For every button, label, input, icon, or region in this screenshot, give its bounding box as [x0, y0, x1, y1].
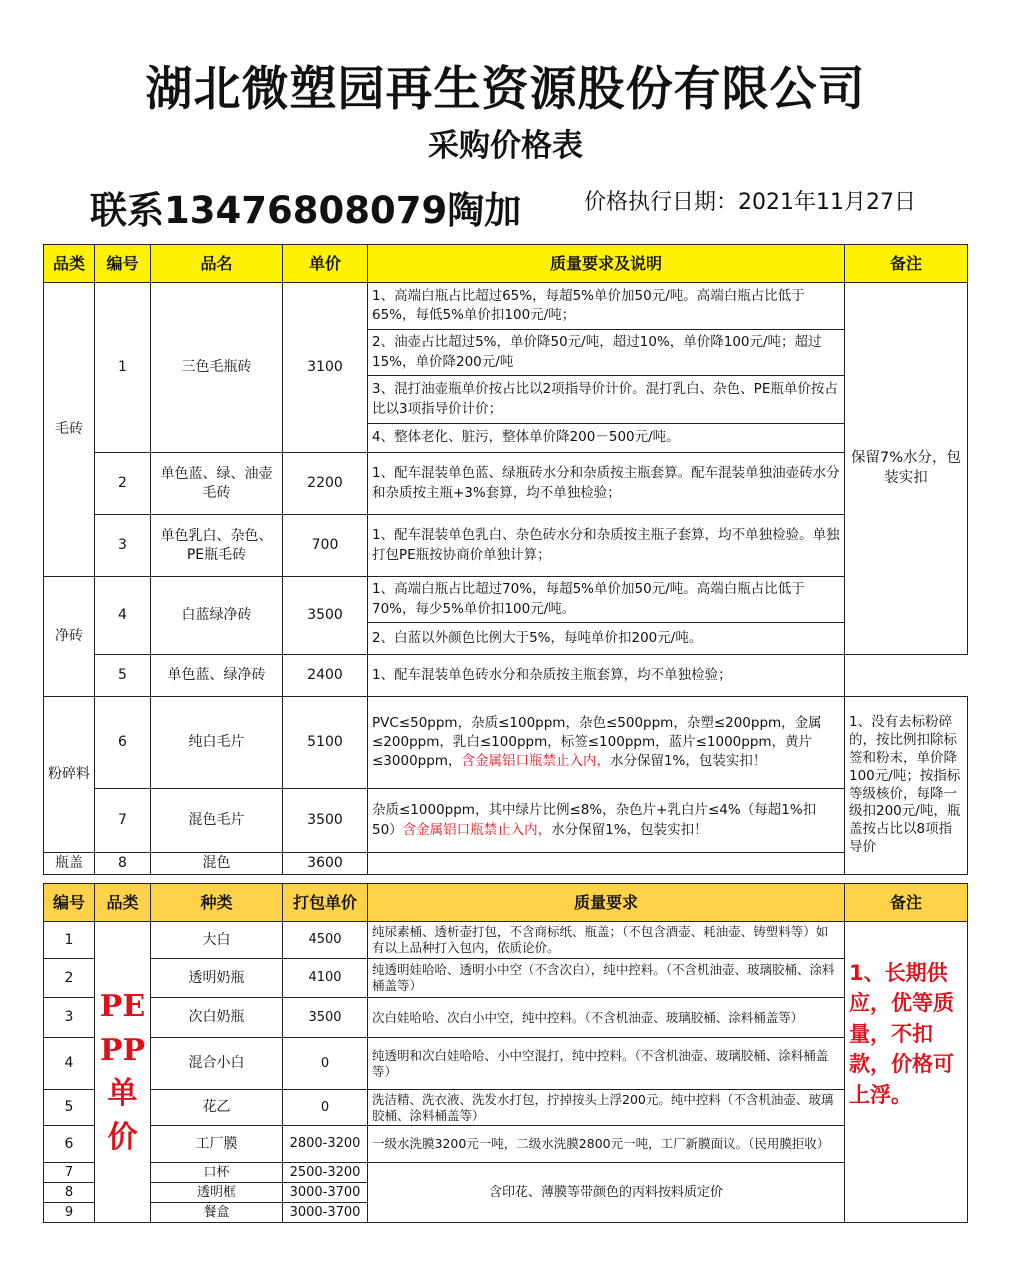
header-number: 编号	[95, 245, 151, 283]
table-row	[44, 998, 968, 1038]
table-row	[44, 1163, 968, 1183]
item-number: 3	[44, 998, 95, 1038]
quality-description: 2、白蓝以外颜色比例大于5%，每吨单价扣200元/吨。	[368, 623, 845, 655]
item-kind: 次白奶瓶	[151, 998, 283, 1038]
item-price: 2400	[283, 655, 368, 697]
table-row	[44, 577, 968, 623]
header-category: 品类	[95, 884, 151, 922]
category-cell: PE PP 单价	[95, 922, 151, 1223]
remark-cell: 保留7%水分，包装实扣	[845, 283, 968, 655]
table-row	[44, 1090, 968, 1126]
item-price: 5100	[283, 697, 368, 789]
price-table-bricks	[43, 244, 968, 875]
item-price: 3500	[283, 577, 368, 655]
effective-date: 价格执行日期：2021年11月27日	[584, 190, 916, 215]
item-price: 4100	[283, 959, 368, 998]
item-number: 3	[95, 515, 151, 577]
header-remark: 备注	[845, 245, 968, 283]
quality-description: 含印花、薄膜等带颜色的丙料按料质定价	[368, 1163, 845, 1223]
item-kind: 花乙	[151, 1090, 283, 1126]
header-remark: 备注	[845, 884, 968, 922]
item-number: 8	[44, 1183, 95, 1203]
item-price: 3100	[283, 283, 368, 453]
quality-description: 纯尿素桶、透析壶打包，不含商标纸、瓶盖；（不包含酒壶、耗油壶、铸塑料等）如有以上品种打入包内，依质论价。	[368, 922, 845, 959]
quality-description: 4、整体老化、脏污，整体单价降200－500元/吨。	[368, 424, 845, 453]
header-number: 编号	[44, 884, 95, 922]
item-number: 4	[44, 1038, 95, 1090]
item-number: 9	[44, 1203, 95, 1223]
table-row	[44, 853, 968, 875]
remark-cell: 1、没有去标粉碎的，按比例扣除标签和粉末，单价降100元/吨；按指标等级核价，每降一级扣200元/吨，瓶盖按占比以8项指导价	[845, 697, 968, 875]
quality-description	[368, 697, 845, 789]
item-name: 白蓝绿净砖	[151, 577, 283, 655]
item-number: 1	[95, 283, 151, 453]
item-kind: 口杯	[151, 1163, 283, 1183]
item-kind: 工厂膜	[151, 1126, 283, 1163]
table-row	[44, 922, 968, 959]
item-name: 三色毛瓶砖	[151, 283, 283, 453]
category-cell: 瓶盖	[44, 853, 95, 875]
table-row	[44, 453, 968, 515]
document-subtitle: 采购价格表	[428, 128, 583, 164]
quality-description	[368, 789, 845, 853]
header-kind: 种类	[151, 884, 283, 922]
category-cell: 净砖	[44, 577, 95, 697]
item-number: 2	[44, 959, 95, 998]
quality-description	[368, 853, 845, 875]
item-number: 5	[95, 655, 151, 697]
item-number: 2	[95, 453, 151, 515]
table-row	[44, 789, 968, 853]
table-header-row	[44, 245, 968, 283]
quality-description: 1、配车混装单色乳白、杂色砖水分和杂质按主瓶子套算，均不单独检验。单独打包PE瓶按协商价单独计算；	[368, 515, 845, 577]
item-number: 8	[95, 853, 151, 875]
category-cell: 粉碎料	[44, 697, 95, 853]
quality-description: 3、混打油壶瓶单价按占比以2项指导价计价。混打乳白、杂色、PE瓶单价按占比以3项指导价计价；	[368, 376, 845, 424]
header-quality: 质量要求	[368, 884, 845, 922]
item-price: 4500	[283, 922, 368, 959]
table-row	[44, 283, 968, 330]
category-cell: 毛砖	[44, 283, 95, 577]
table-row	[44, 1038, 968, 1090]
item-price: 2800-3200	[283, 1126, 368, 1163]
item-price: 700	[283, 515, 368, 577]
quality-description: 纯透明和次白娃哈哈、小中空混打，纯中控料。（不含机油壶、玻璃胶桶、涂料桶盖等）	[368, 1038, 845, 1090]
header-name: 品名	[151, 245, 283, 283]
quality-text: PVC≤50ppm，杂质≤100ppm，杂色≤500ppm，杂塑≤200ppm，金属≤200ppm，乳白≤100ppm，标签≤100ppm，蓝片≤1000ppm，黄片≤3000ppm，	[372, 714, 822, 770]
item-number: 7	[95, 789, 151, 853]
item-price: 3000-3700	[283, 1183, 368, 1203]
item-price: 3500	[283, 789, 368, 853]
quality-text: 水分保留1%，包装实扣！	[551, 821, 708, 838]
table-row	[44, 515, 968, 577]
item-name: 纯白毛片	[151, 697, 283, 789]
table-row	[44, 697, 968, 789]
item-price: 0	[283, 1090, 368, 1126]
item-number: 4	[95, 577, 151, 655]
item-name: 混色	[151, 853, 283, 875]
quality-description: 2、油壶占比超过5%，单价降50元/吨，超过10%，单价降100元/吨；超过15%，单价降200元/吨	[368, 330, 845, 376]
table-row	[44, 1126, 968, 1163]
company-name: 湖北微塑园再生资源股份有限公司	[145, 62, 866, 117]
item-kind: 透明奶瓶	[151, 959, 283, 998]
price-table-pe-pp	[43, 883, 968, 1223]
item-number: 5	[44, 1090, 95, 1126]
item-number: 7	[44, 1163, 95, 1183]
item-kind: 混合小白	[151, 1038, 283, 1090]
item-number: 1	[44, 922, 95, 959]
item-name: 单色乳白、杂色、PE瓶毛砖	[151, 515, 283, 577]
header-category: 品类	[44, 245, 95, 283]
item-number: 6	[95, 697, 151, 789]
quality-description: 1、高端白瓶占比超过70%，每超5%单价加50元/吨。高端白瓶占比低于70%，每少5%单价扣100元/吨。	[368, 577, 845, 623]
item-kind: 大白	[151, 922, 283, 959]
item-name: 混色毛片	[151, 789, 283, 853]
table-header-row	[44, 884, 968, 922]
item-kind: 餐盒	[151, 1203, 283, 1223]
item-number: 6	[44, 1126, 95, 1163]
contact-info: 联系13476808079陶加	[90, 189, 522, 232]
table-row	[44, 959, 968, 998]
item-price: 3600	[283, 853, 368, 875]
quality-description: 纯透明娃哈哈、透明小中空（不含次白），纯中控料。（不含机油壶、玻璃胶桶、涂料桶盖等）	[368, 959, 845, 998]
item-name: 单色蓝、绿、油壶毛砖	[151, 453, 283, 515]
item-price: 0	[283, 1038, 368, 1090]
header-quality: 质量要求及说明	[368, 245, 845, 283]
header-pack-price: 打包单价	[283, 884, 368, 922]
warning-text: 含金属铝口瓶禁止入内，	[461, 753, 610, 770]
item-name: 单色蓝、绿净砖	[151, 655, 283, 697]
warning-text: 含金属铝口瓶禁止入内，	[402, 821, 552, 838]
item-price: 2200	[283, 453, 368, 515]
header-price: 单价	[283, 245, 368, 283]
quality-description: 1、高端白瓶占比超过65%，每超5%单价加50元/吨。高端白瓶占比低于65%，每低5%单价扣100元/吨；	[368, 283, 845, 330]
quality-description: 1、配车混装单色砖水分和杂质按主瓶套算，均不单独检验；	[368, 655, 845, 697]
quality-description: 次白娃哈哈、次白小中空，纯中控料。（不含机油壶、玻璃胶桶、涂料桶盖等）	[368, 998, 845, 1038]
item-price: 2500-3200	[283, 1163, 368, 1183]
quality-description: 1、配车混装单色蓝、绿瓶砖水分和杂质按主瓶套算。配车混装单独油壶砖水分和杂质按主瓶+3%套算，均不单独检验；	[368, 453, 845, 515]
item-price: 3500	[283, 998, 368, 1038]
quality-text: 杂质≤1000ppm，其中绿片比例≤8%，杂色片+乳白片≤4%（每超1%扣50）	[372, 802, 817, 838]
remark-cell: 1、长期供应，优等质量，不扣款，价格可上浮。	[845, 922, 968, 1223]
item-kind: 透明框	[151, 1183, 283, 1203]
quality-description: 洗洁精、洗衣液、洗发水打包，拧掉按头上浮200元。纯中控料（不含机油壶、玻璃胶桶、涂料桶盖等）	[368, 1090, 845, 1126]
table-row	[44, 655, 968, 697]
quality-description: 一级水洗膜3200元一吨，二级水洗膜2800元一吨，工厂新膜面议。（民用膜拒收）	[368, 1126, 845, 1163]
quality-text: 水分保留1%，包装实扣！	[609, 753, 767, 770]
item-price: 3000-3700	[283, 1203, 368, 1223]
